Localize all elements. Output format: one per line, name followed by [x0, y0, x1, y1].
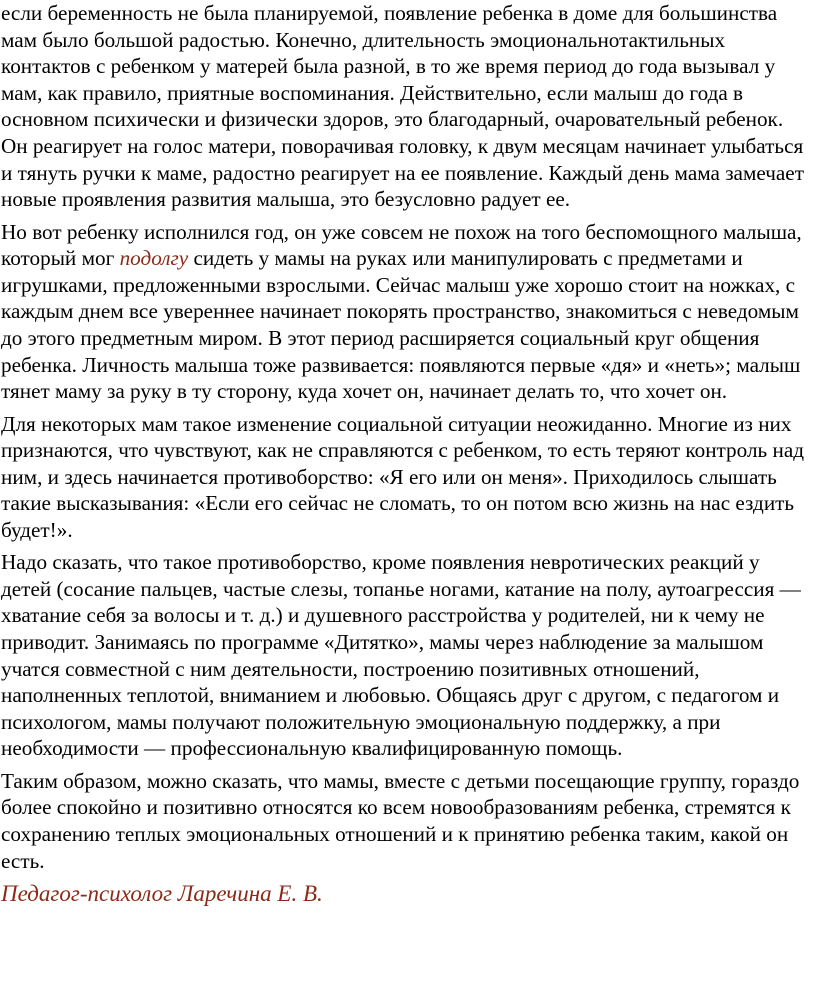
paragraph-1: если беременность не была планируемой, появление ребенка в доме для большинства мам было большой радостью. Конечно, длительность эмоциональнотактильных контактов с ребенком у матерей была разной, в то же время период до года вызывал у мам, как правило, приятные воспоминания. Действительно, если малыш до года в основном психически и физически здоров, это благодарный, очаровательный ребенок. Он реагирует на голос матери, поворачивая головку, к двум месяцам начинает улыбаться и тянуть ручки к маме, радостно реагирует на ее появление. Каждый день мама замечает новые проявления развития малыша, это безусловно радует ее.: [1, 1, 804, 212]
paragraph-2-start: Но вот ребенку исполнился год, он уже совсем не похож на того беспомощного малыша, который мог: [1, 219, 802, 271]
paragraph-2: [1, 219, 814, 405]
link-podolgu[interactable]: подолгу: [119, 246, 189, 271]
author-signature: Педагог-психолог Ларечина Е. В.: [1, 881, 323, 907]
paragraph-2-end: сидеть у мамы на руках или манипулировать с предметами и игрушками, предложенными взрослыми. Сейчас малыш уже хорошо стоит на ножках, с каждым днем все увереннее начинает покорять пространство, знакомиться с неведомым до этого предметным миром. В этот период расширяется социальный круг общения ребенка. Личность малыша тоже развивается: появляются первые «дя» и «неть»; малыш тянет маму за руку в ту сторону, куда хочет он, начинает делать то, что хочет он.: [1, 246, 801, 404]
paragraph-4: Надо сказать, что такое противоборство, кроме появления невротических реакций у детей (сосание пальцев, частые слезы, топанье ногами, катание на полу, аутоагрессия — хватание себя за волосы и т. д.) и душевного расстройства у родителей, ни к чему не приводит. Занимаясь по программе «Дитятко», мамы через наблюдение за малышом учатся совместной с ним деятельности, построению позитивных отношений, наполненных теплотой, вниманием и любовью. Общаясь друг с другом, с педагогом и психологом, мамы получают положительную эмоциональную поддержку, а при необходимости — профессиональную квалифицированную помощь.: [1, 550, 801, 761]
paragraph-5: Таким образом, можно сказать, что мамы, вместе с детьми посещающие группу, гораздо более спокойно и позитивно относятся ко всем новообразованиям ребенка, стремятся к сохранению теплых эмоциональных отношений и к принятию ребенка таким, какой он есть.: [1, 768, 800, 873]
paragraph-3: Для некоторых мам такое изменение социальной ситуации неожиданно. Многие из них признаются, что чувствуют, как не справляются с ребенком, то есть теряют контроль над ним, и здесь начинается противоборство: «Я его или он меня». Приходилось слышать такие высказывания: «Если его сейчас не сломать, то он потом всю жизнь на нас ездить будет!».: [1, 411, 805, 542]
